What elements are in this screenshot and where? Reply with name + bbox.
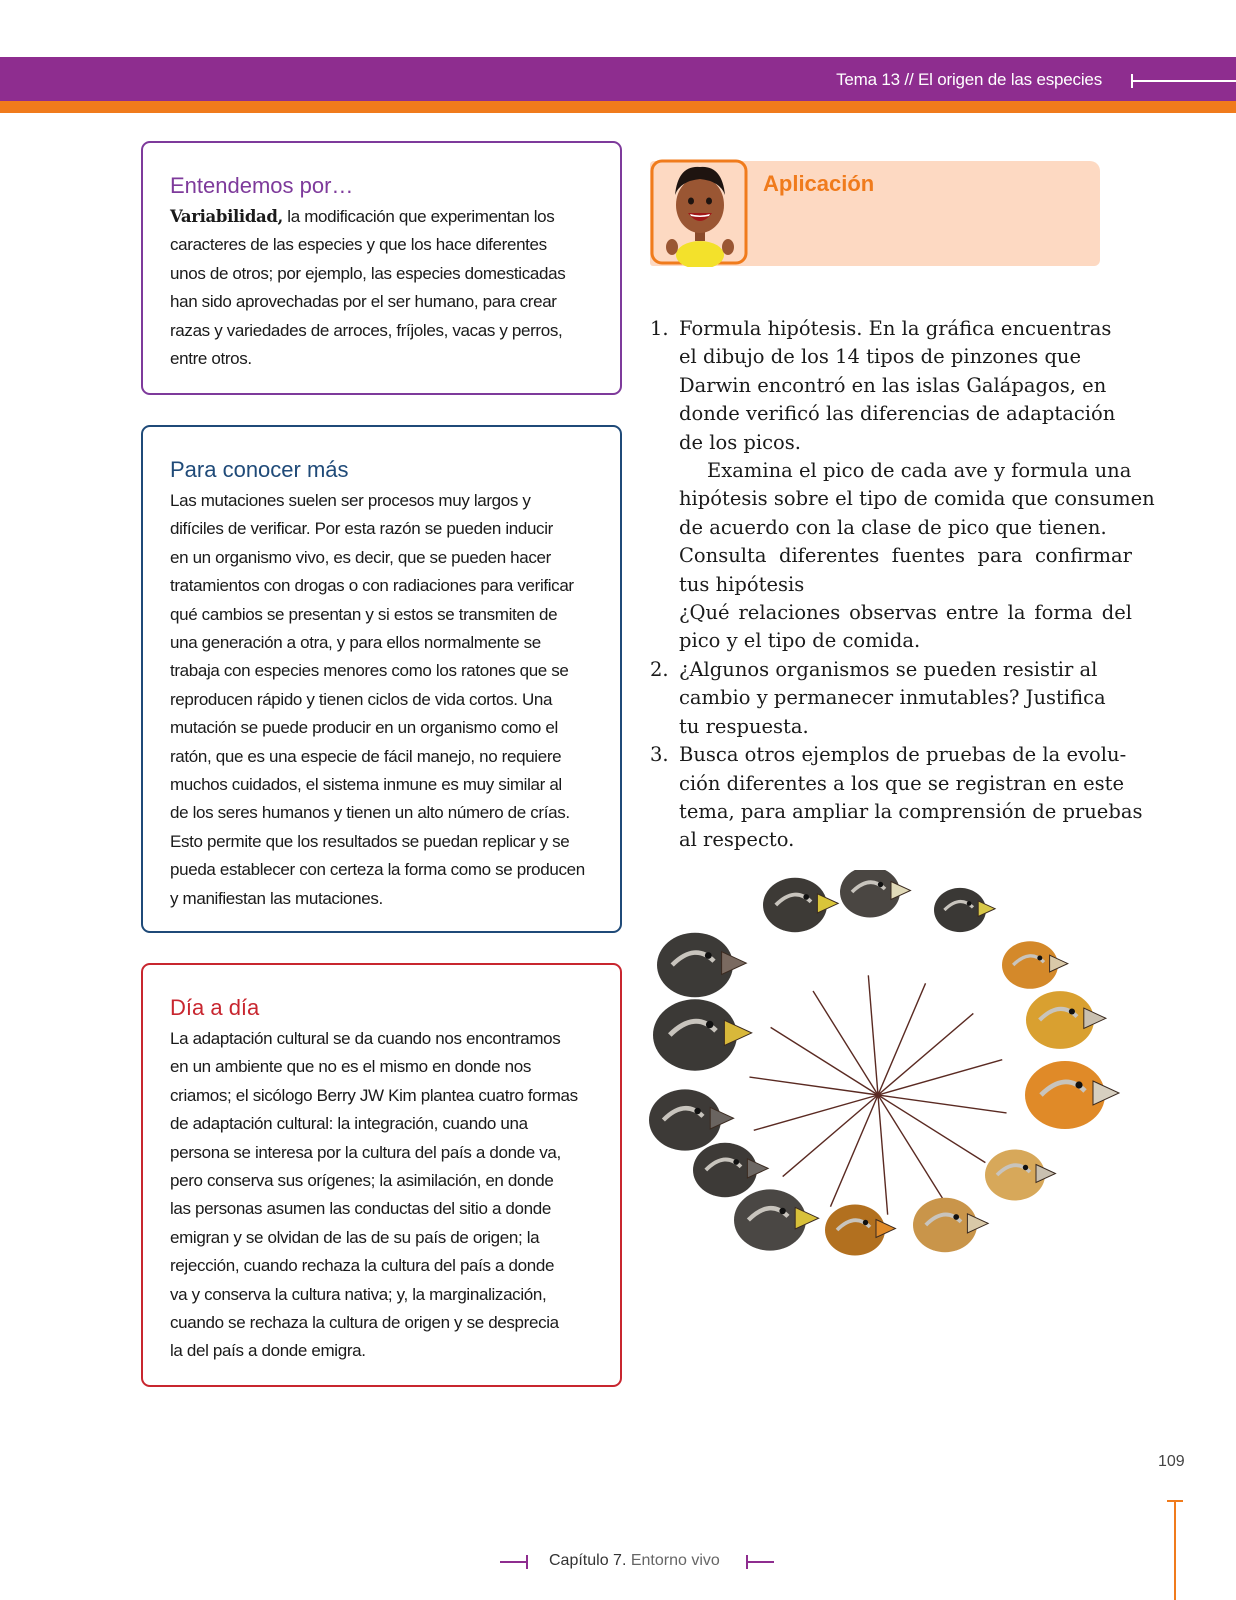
conocer-line: de los seres humanos y tienen un alto número de crías. xyxy=(170,803,570,823)
question-item xyxy=(650,315,1155,656)
page-number: 109 xyxy=(1158,1453,1185,1470)
question-line: de acuerdo con la clase de pico que tienen. xyxy=(679,515,1107,539)
finch-icon xyxy=(657,933,746,998)
finches-illustration xyxy=(645,870,1130,1290)
finch-icon xyxy=(734,1189,819,1250)
radial-spoke xyxy=(754,1095,878,1130)
question-number: 3. xyxy=(650,743,669,767)
radial-spoke xyxy=(749,1077,878,1095)
dia-line: criamos; el sicólogo Berry JW Kim plantea cuatro formas xyxy=(170,1085,578,1105)
question-line: Consulta diferentes fuentes para confirmar xyxy=(679,544,1132,568)
finch-icon xyxy=(653,999,752,1070)
conocer-line: qué cambios se presentan y si estos se transmiten de xyxy=(170,604,558,624)
conocer-heading: Para conocer más xyxy=(170,457,349,482)
conocer-line: trabaja con especies menores como los ratones que se xyxy=(170,661,569,681)
dia-heading: Día a día xyxy=(170,995,260,1020)
dia-line: cuando se rechaza la cultura de origen y se desprecia xyxy=(170,1313,559,1333)
question-line: Examina el pico de cada ave y formula una xyxy=(707,459,1132,483)
footer-sub: Entorno vivo xyxy=(626,1552,720,1569)
conocer-box xyxy=(141,425,622,933)
finch-icon xyxy=(840,870,911,918)
question-line: donde verificó las diferencias de adaptación xyxy=(679,402,1116,426)
radial-spoke xyxy=(878,1095,1007,1113)
entendemos-text xyxy=(170,203,594,373)
dia-line: en un ambiente que no es el mismo en donde nos xyxy=(170,1057,531,1077)
question-line: al respecto. xyxy=(679,828,795,852)
finch-icon xyxy=(985,1150,1056,1201)
dia-line: la del país a donde emigra. xyxy=(170,1341,366,1361)
radial-spoke xyxy=(783,1095,878,1177)
question-line: Busca otros ejemplos de pruebas de la evolu- xyxy=(679,743,1127,767)
entendemos-heading: Entendemos por… xyxy=(170,173,354,198)
question-line: ¿Qué relaciones observas entre la forma del xyxy=(679,601,1132,625)
header-accent-stripe xyxy=(0,101,1236,113)
question-line: ción diferentes a los que se registran en este xyxy=(679,771,1125,795)
conocer-line: difíciles de verificar. Por esta razón se pueden inducir xyxy=(170,519,553,539)
question-item xyxy=(650,656,1132,741)
header-rule xyxy=(1131,80,1236,82)
dia-line: persona se interesa por la cultura del país a donde va, xyxy=(170,1142,561,1162)
radial-spoke xyxy=(878,1095,985,1163)
conocer-line: y manifiestan las mutaciones. xyxy=(170,888,383,908)
student-avatar-icon xyxy=(650,155,750,267)
question-line: tus hipótesis xyxy=(679,572,805,596)
radial-spoke xyxy=(878,1095,943,1199)
conocer-line: mutación se puede producir en un organismo como el xyxy=(170,718,558,738)
finch-icon xyxy=(1025,1061,1119,1129)
dia-line: emigran y se olvidan de las de su país de origen; la xyxy=(170,1227,540,1247)
question-line: hipótesis sobre el tipo de comida que consumen xyxy=(679,487,1155,511)
radial-spoke xyxy=(868,975,878,1095)
dia-line: La adaptación cultural se da cuando nos encontramos xyxy=(170,1029,561,1048)
questions-list xyxy=(650,315,1155,855)
dia-line: las personas asumen las conductas del sitio a donde xyxy=(170,1199,551,1219)
radial-spoke xyxy=(771,1027,878,1095)
finch-icon xyxy=(934,888,995,932)
conocer-line: muchos cuidados, el sistema inmune es muy similar al xyxy=(170,775,562,795)
entendemos-line: han sido aprovechadas por el ser humano, para crear xyxy=(170,292,557,312)
dia-box xyxy=(141,963,622,1387)
radial-spoke xyxy=(830,1095,878,1207)
entendemos-line: razas y variedades de arroces, fríjoles, vacas y perros, xyxy=(170,320,563,340)
entendemos-line: caracteres de las especies y que los hace diferentes xyxy=(170,235,547,255)
finch-icon xyxy=(763,878,838,932)
footer-label: Capítulo 7. xyxy=(549,1552,627,1569)
conocer-text xyxy=(170,487,594,913)
question-line: el dibujo de los 14 tipos de pinzones que xyxy=(679,345,1082,369)
conocer-line: Las mutaciones suelen ser procesos muy largos y xyxy=(170,491,531,510)
question-line: Darwin encontró en las islas Galápagos, en xyxy=(679,373,1107,397)
conocer-line: una generación a otra, y para ellos normalmente se xyxy=(170,633,541,653)
finch-icon xyxy=(913,1198,988,1252)
finch-icon xyxy=(825,1205,896,1256)
question-line: tu respuesta. xyxy=(679,714,809,738)
question-item xyxy=(650,741,1143,855)
conocer-line: Esto permite que los resultados se puedan replicar y se xyxy=(170,831,570,851)
dia-line: de adaptación cultural: la integración, cuando una xyxy=(170,1114,528,1134)
question-line: cambio y permanecer inmutables? Justifica xyxy=(679,686,1106,710)
question-number: 1. xyxy=(650,317,669,340)
conocer-line: pueda establecer con certeza la forma como se producen xyxy=(170,860,585,880)
radial-spoke xyxy=(878,983,926,1095)
finch-icon xyxy=(693,1143,768,1197)
dia-line: pero conserva sus orígenes; la asimilación, en donde xyxy=(170,1171,554,1191)
header-title: Tema 13 // El origen de las especies xyxy=(836,70,1102,89)
finch-icon xyxy=(1002,941,1068,989)
footer-mark-left xyxy=(500,1561,528,1563)
question-line: pico y el tipo de comida. xyxy=(679,629,921,653)
radial-spoke xyxy=(878,1013,973,1095)
finch-icon xyxy=(1026,991,1106,1049)
entendemos-line: unos de otros; por ejemplo, las especies domesticadas xyxy=(170,263,566,283)
footer-chapter xyxy=(549,1552,720,1570)
question-line: de los picos. xyxy=(679,430,801,454)
radial-spoke xyxy=(878,1060,1002,1095)
conocer-line: en un organismo vivo, es decir, que se pueden hacer xyxy=(170,547,551,567)
question-line: Formula hipótesis. En la gráfica encuentras xyxy=(679,317,1112,340)
entendemos-term: Variabilidad, xyxy=(170,207,283,226)
finch-icon xyxy=(649,1089,734,1150)
side-rule xyxy=(1174,1500,1176,1600)
question-line: ¿Algunos organismos se pueden resistir al xyxy=(679,657,1098,681)
footer-mark-right xyxy=(746,1561,774,1563)
conocer-line: ratón, que es una especie de fácil manejo, no requiere xyxy=(170,746,562,766)
dia-line: va y conserva la cultura nativa; y, la marginalización, xyxy=(170,1284,547,1304)
entendemos-line: la modificación que experimentan los xyxy=(282,207,555,226)
entendemos-box xyxy=(141,141,622,395)
question-line: tema, para ampliar la comprensión de pruebas xyxy=(679,799,1143,823)
aplicacion-title: Aplicación xyxy=(763,171,875,196)
conocer-line: reproducen rápido y tienen ciclos de vida cortos. Una xyxy=(170,689,553,709)
radial-spoke xyxy=(813,991,878,1095)
question-number: 2. xyxy=(650,657,669,681)
entendemos-line: entre otros. xyxy=(170,349,252,369)
dia-line: rejección, cuando rechaza la cultura del país a donde xyxy=(170,1256,555,1276)
conocer-line: tratamientos con drogas o con radiaciones para verificar xyxy=(170,576,574,596)
radial-spoke xyxy=(878,1095,888,1215)
dia-text xyxy=(170,1025,594,1366)
